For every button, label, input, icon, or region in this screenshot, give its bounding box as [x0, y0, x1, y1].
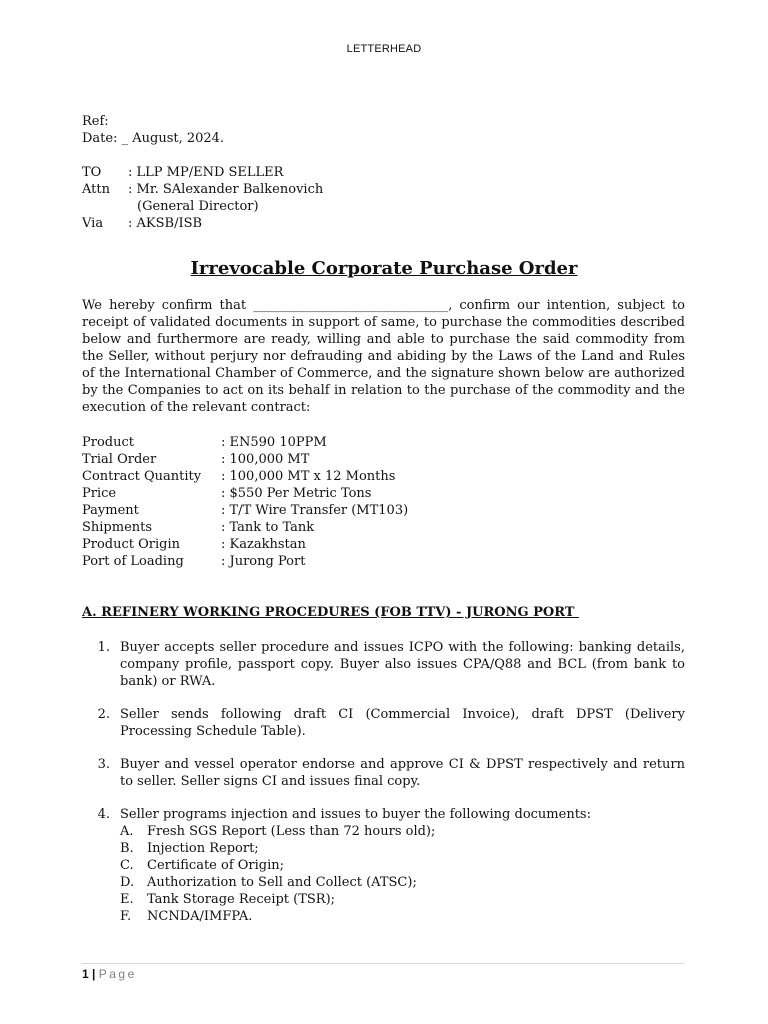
step-text: Seller sends following draft CI (Commercial Invoice), draft DPST (Delivery Processing Schedule Table). [120, 707, 685, 739]
address-to-row [82, 164, 685, 181]
address-block [82, 164, 685, 232]
address-attn-row [82, 181, 685, 198]
address-attn-title-row [82, 198, 685, 215]
sublist-text: NCNDA/IMFPA. [147, 909, 253, 924]
procedure-steps [82, 639, 685, 925]
sublist-letter: C. [120, 858, 134, 873]
detail-label: Price [82, 486, 117, 501]
detail-value: : 100,000 MT [221, 452, 310, 467]
document-sublist [120, 823, 685, 925]
step-content [120, 806, 685, 925]
footer-separator: | [92, 967, 96, 981]
detail-value: : $550 Per Metric Tons [221, 486, 372, 501]
detail-row [82, 536, 685, 553]
address-via-key: Via [82, 216, 104, 231]
step-number: 3. [97, 757, 110, 772]
sublist-item [120, 823, 685, 840]
detail-label: Payment [82, 503, 139, 518]
letterhead: LETTERHEAD [346, 43, 422, 55]
sublist-item [120, 891, 685, 908]
ref-label: Ref: [82, 114, 109, 129]
order-details [82, 434, 685, 570]
sublist-text: Fresh SGS Report (Less than 72 hours old); [147, 824, 436, 839]
address-attn-title: (General Director) [137, 199, 259, 214]
detail-row [82, 485, 685, 502]
detail-label: Shipments [82, 520, 153, 535]
reference-block [82, 113, 685, 147]
list-item [82, 756, 685, 790]
footer-divider [82, 963, 685, 964]
sublist-letter: A. [120, 824, 134, 839]
detail-label: Port of Loading [82, 554, 184, 569]
step-text: Buyer accepts seller procedure and issues ICPO with the following: banking details, company profile, passport copy. Buyer also issues CPA/Q88 and BCL (from bank to bank) or RWA. [120, 640, 685, 689]
address-via-value: : AKSB/ISB [128, 216, 203, 231]
detail-row [82, 502, 685, 519]
sublist-text: Authorization to Sell and Collect (ATSC); [147, 875, 417, 890]
sublist-letter: D. [120, 875, 135, 890]
address-to-value: : LLP MP/END SELLER [128, 165, 284, 180]
sublist-item [120, 840, 685, 857]
sublist-item [120, 874, 685, 891]
detail-label: Product [82, 435, 134, 450]
detail-value: : T/T Wire Transfer (MT103) [221, 503, 409, 518]
step-text: Buyer and vessel operator endorse and approve CI & DPST respectively and return to seller. Seller signs CI and issues final copy. [120, 757, 685, 789]
detail-label: Contract Quantity [82, 469, 202, 484]
sublist-item [120, 857, 685, 874]
page-number: 1 [82, 967, 89, 981]
list-item [82, 806, 685, 925]
address-attn-value: : Mr. SAlexander Balkenovich [128, 182, 324, 197]
page-footer [82, 967, 137, 981]
detail-label: Product Origin [82, 537, 181, 552]
step-number: 1. [97, 640, 110, 655]
address-attn-key: Attn [82, 182, 110, 197]
detail-row [82, 553, 685, 570]
detail-value: : 100,000 MT x 12 Months [221, 469, 396, 484]
detail-value: : Tank to Tank [221, 520, 315, 535]
list-item [82, 639, 685, 690]
step-number: 4. [97, 807, 110, 822]
step-text: Seller programs injection and issues to buyer the following documents: [120, 807, 591, 822]
detail-value: : EN590 10PPM [221, 435, 327, 450]
date-line: Date: _ August, 2024. [82, 131, 225, 146]
sublist-item [120, 908, 685, 925]
sublist-text: Injection Report; [147, 841, 259, 856]
sublist-text: Certificate of Origin; [147, 858, 285, 873]
detail-value: : Kazakhstan [221, 537, 306, 552]
address-spacer [82, 198, 128, 215]
list-item [82, 706, 685, 740]
detail-row [82, 434, 685, 451]
detail-row [82, 468, 685, 485]
address-to-key: TO [82, 165, 102, 180]
detail-label: Trial Order [82, 452, 157, 467]
detail-value: : Jurong Port [221, 554, 306, 569]
sublist-letter: E. [120, 892, 134, 907]
sublist-letter: B. [120, 841, 134, 856]
sublist-text: Tank Storage Receipt (TSR); [147, 892, 336, 907]
address-via-row [82, 215, 685, 232]
section-heading: A. REFINERY WORKING PROCEDURES (FOB TTV) - JURONG PORT [82, 605, 579, 620]
document-title: Irrevocable Corporate Purchase Order [190, 258, 578, 279]
detail-row [82, 519, 685, 536]
intro-paragraph: We hereby confirm that ______________________________, confirm our intention, subject to receipt of validated documents in support of same, to purchase the commodities described below and furthermore are ready, willing and able to purchase the said commodity from the Seller, without perjury nor defrauding and abiding by the Laws of the Land and Rules of the International Chamber of Commerce, and the signature shown below are authorized by the Companies to act on its behalf in relation to the purchase of the commodity and the execution of the relevant contract: [82, 298, 685, 415]
detail-row [82, 451, 685, 468]
sublist-letter: F. [120, 909, 132, 924]
page-word: Page [98, 967, 137, 981]
step-number: 2. [97, 707, 110, 722]
